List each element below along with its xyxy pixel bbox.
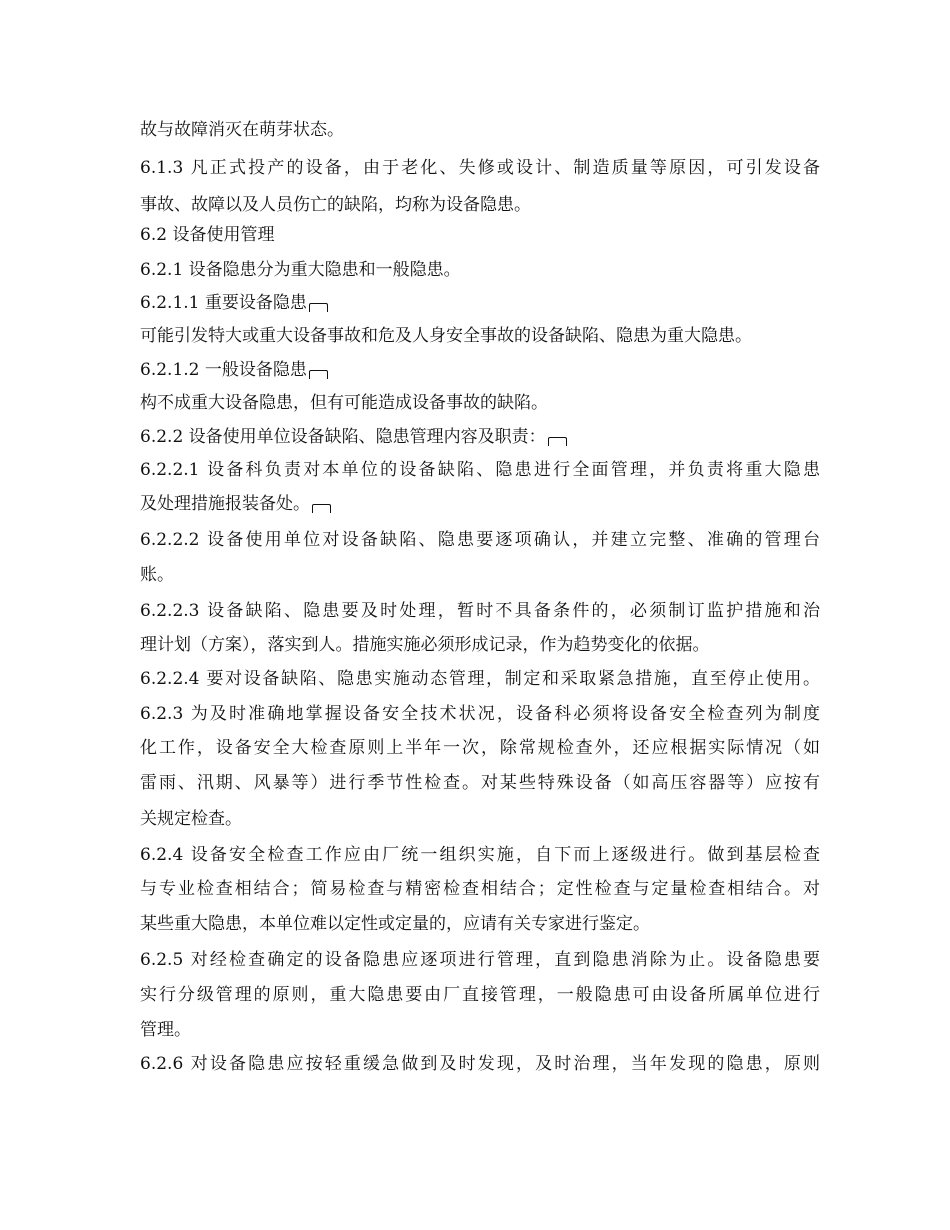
paragraph-mark-icon <box>548 437 567 446</box>
text-line: 6.2.2 设备使用单位设备缺陷、隐患管理内容及职责： <box>140 422 820 452</box>
text-line: 6.2.1.2 一般设备隐患 <box>140 355 820 385</box>
text-line: 6.2.4 设备安全检查工作应由厂统一组织实施，自下而上逐级进行。做到基层检查 <box>140 845 820 865</box>
paragraph-mark-icon <box>309 370 328 379</box>
text-line: 化工作，设备安全大检查原则上半年一次，除常规检查外，还应根据实际情况（如 <box>140 738 820 758</box>
paragraph-mark-icon <box>312 504 331 513</box>
text-line: 6.2.3 为及时准确地掌握设备安全技术状况，设备科必须将设备安全检查列为制度 <box>140 704 820 724</box>
section-heading: 6.2 设备使用管理 <box>140 225 275 245</box>
paragraph-mark-icon <box>309 303 328 312</box>
text-line: 6.2.2.2 设备使用单位对设备缺陷、隐患要逐项确认，并建立完整、准确的管理台 <box>140 530 820 550</box>
text-line: 6.2.5 对经检查确定的设备隐患应逐项进行管理，直到隐患消除为止。设备隐患要 <box>140 950 820 970</box>
text-line: 管理。 <box>140 1020 191 1040</box>
text-line: 故与故障消灭在萌芽状态。 <box>140 120 344 140</box>
text-line: 关规定检查。 <box>140 809 242 829</box>
text-line: 实行分级管理的原则，重大隐患要由厂直接管理，一般隐患可由设备所属单位进行 <box>140 985 820 1005</box>
text-line: 与专业检查相结合；简易检查与精密检查相结合；定性检查与定量检查相结合。对 <box>140 879 820 899</box>
text-line: 构不成重大设备隐患，但有可能造成设备事故的缺陷。 <box>140 393 548 413</box>
text-line: 雷雨、汛期、风暴等）进行季节性检查。对某些特殊设备（如高压容器等）应按有 <box>140 773 820 793</box>
text-line: 6.2.2.3 设备缺陷、隐患要及时处理，暂时不具备条件的，必须制订监护措施和治 <box>140 601 820 621</box>
text-line: 6.2.1.1 重要设备隐患 <box>140 288 820 318</box>
text-line: 6.2.2.1 设备科负责对本单位的设备缺陷、隐患进行全面管理，并负责将重大隐患 <box>140 460 820 480</box>
text-line: 可能引发特大或重大设备事故和危及人身安全事故的设备缺陷、隐患为重大隐患。 <box>140 326 752 346</box>
text-line: 理计划（方案），落实到人。措施实施必须形成记录，作为趋势变化的依据。 <box>140 635 710 655</box>
text-line: 及处理措施报装备处。 <box>140 489 820 519</box>
text-line: 6.2.6 对设备隐患应按轻重缓急做到及时发现，及时治理，当年发现的隐患，原则 <box>140 1054 820 1074</box>
text-line: 事故、故障以及人员伤亡的缺陷，均称为设备隐患。 <box>140 195 531 215</box>
text-line: 某些重大隐患，本单位难以定性或定量的，应请有关专家进行鉴定。 <box>140 914 650 934</box>
text-line: 6.2.2.4 要对设备缺陷、隐患实施动态管理，制定和采取紧急措施，直至停止使用。 <box>140 669 820 689</box>
text-line: 6.1.3 凡正式投产的设备，由于老化、失修或设计、制造质量等原因，可引发设备 <box>140 158 820 178</box>
text-line: 账。 <box>140 565 174 585</box>
text-line: 6.2.1 设备隐患分为重大隐患和一般隐患。 <box>140 260 461 280</box>
